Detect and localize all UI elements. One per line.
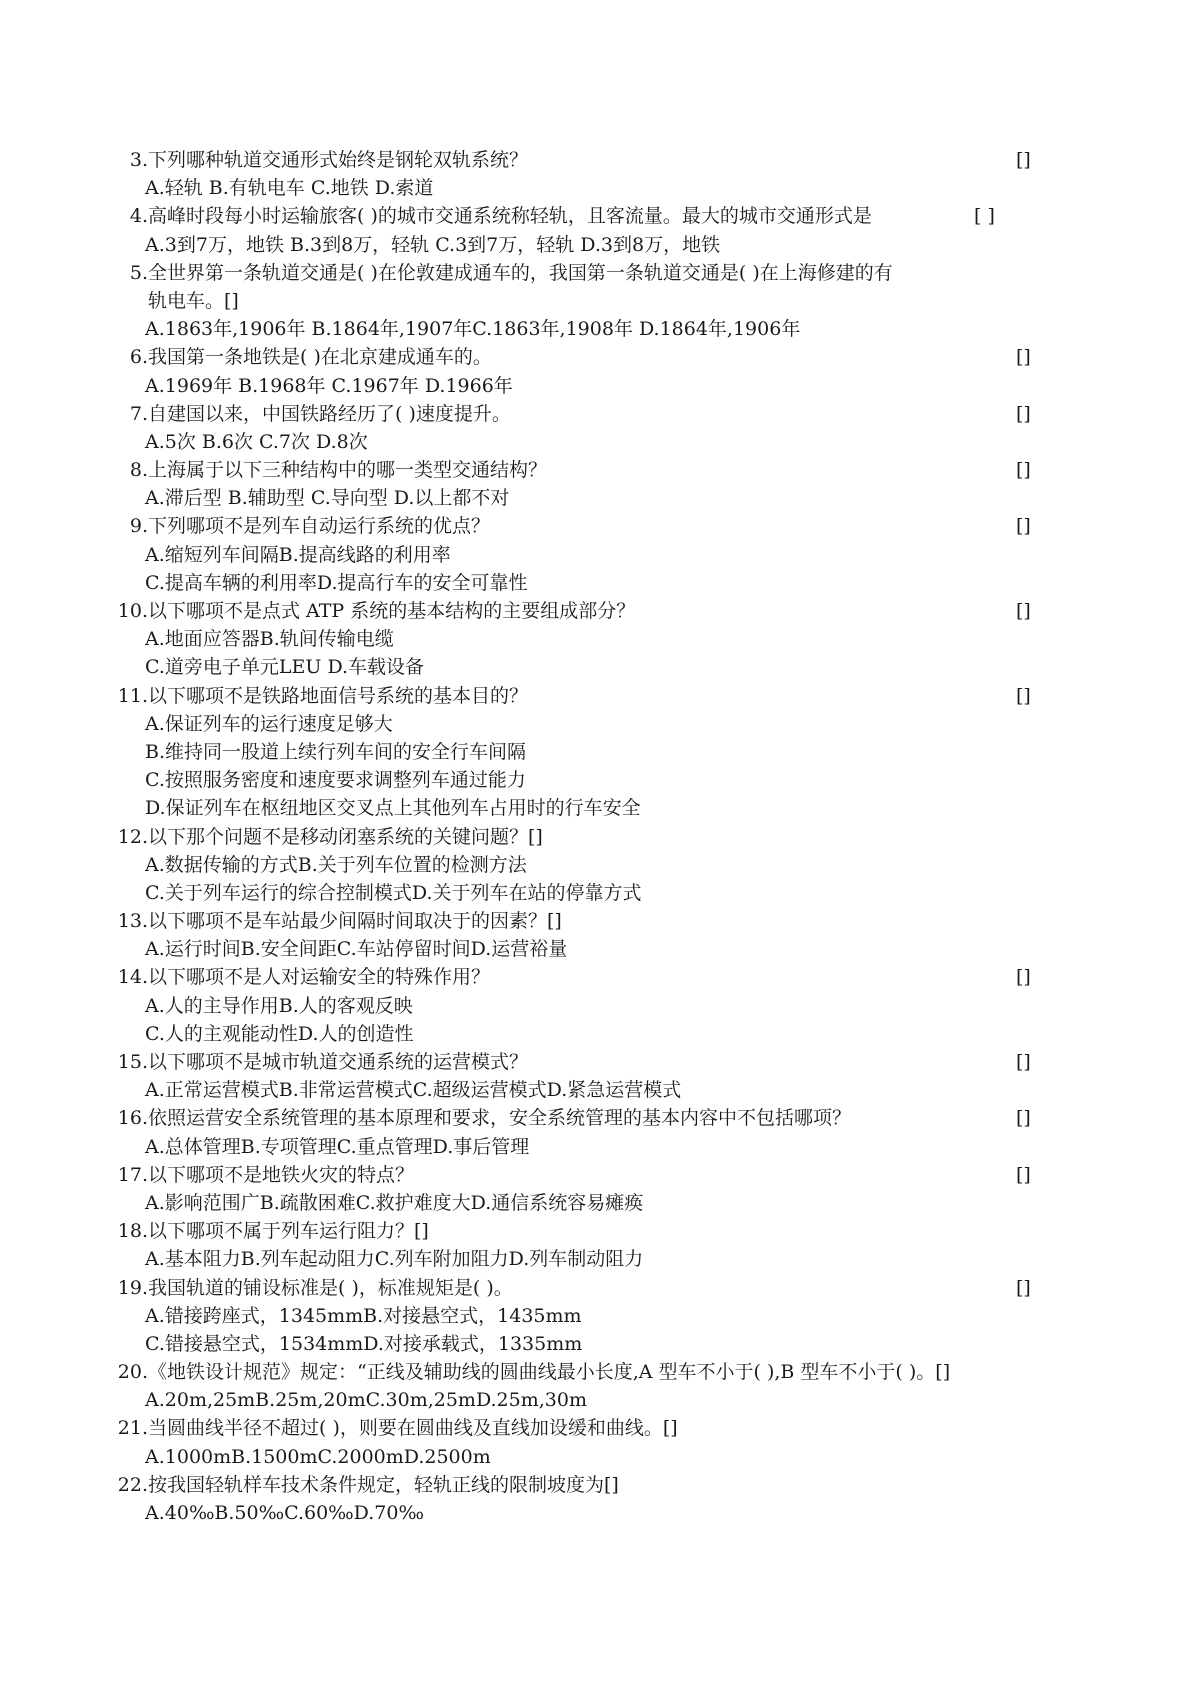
option-line xyxy=(0,1443,1191,1471)
option-line xyxy=(0,569,1191,597)
answer-bracket: [] xyxy=(1016,402,1031,425)
question-text: 依照运营安全系统管理的基本原理和要求，安全系统管理的基本内容中不包括哪项？ xyxy=(148,1107,852,1130)
question-number: 15. xyxy=(117,1051,148,1073)
option-text: C.人的主观能动性D.人的创造性 xyxy=(145,1022,414,1045)
option-line xyxy=(0,710,1191,738)
option-text: A.滞后型 B.辅助型 C.导向型 D.以上都不对 xyxy=(145,487,510,510)
question-text: 以下哪项不属于列车运行阻力？[] xyxy=(148,1220,429,1243)
question-number: 21. xyxy=(117,1417,148,1440)
option-text: D.保证列车在枢纽地区交叉点上其他列车占用时的行车安全 xyxy=(145,797,641,820)
answer-bracket: [] xyxy=(1016,149,1031,171)
question-number: 13. xyxy=(117,910,148,933)
question-number: 9. xyxy=(129,515,148,538)
question-text: 轨电车。[] xyxy=(148,289,239,312)
answer-bracket: [] xyxy=(1016,684,1031,707)
option-line xyxy=(0,794,1191,822)
question-text: 《地铁设计规范》规定：“正线及辅助线的圆曲线最小长度,A 型车不小于( ),B 型车不小于( )。[] xyxy=(148,1361,951,1384)
option-text: A.数据传输的方式B.关于列车位置的检测方法 xyxy=(145,853,527,876)
option-line xyxy=(0,766,1191,794)
question-line xyxy=(0,259,1191,287)
option-text: A.影响范围广B.疏散困难C.救护难度大D.通信系统容易瘫痪 xyxy=(145,1191,644,1214)
question-line xyxy=(0,1414,1191,1442)
question-number: 7. xyxy=(129,402,148,425)
option-line xyxy=(0,851,1191,879)
question-text: 按我国轻轨样车技术条件规定，轻轨正线的限制坡度为[] xyxy=(148,1473,619,1496)
option-text: A.基本阻力B.列车起动阻力C.列车附加阻力D.列车制动阻力 xyxy=(145,1248,644,1271)
option-text: C.道旁电子单元LEU D.车载设备 xyxy=(145,656,425,679)
option-text: C.关于列车运行的综合控制模式D.关于列车在站的停靠方式 xyxy=(145,881,642,904)
question-line xyxy=(0,202,1191,230)
question-line xyxy=(0,512,1191,540)
answer-bracket: [] xyxy=(1016,515,1031,538)
option-line xyxy=(0,738,1191,766)
option-line xyxy=(0,484,1191,512)
question-number: 10. xyxy=(117,600,148,622)
option-line xyxy=(0,1386,1191,1414)
option-text: A.40‰B.50‰C.60‰D.70‰ xyxy=(145,1502,424,1524)
option-text: A.轻轨 B.有轨电车 C.地铁 D.索道 xyxy=(145,177,434,200)
option-text: A.1000mB.1500mC.2000mD.2500m xyxy=(145,1445,491,1468)
option-line xyxy=(0,372,1191,400)
question-line xyxy=(0,1217,1191,1245)
answer-bracket: [] xyxy=(1016,346,1031,369)
question-line xyxy=(0,823,1191,851)
question-line xyxy=(0,1161,1191,1189)
option-text: A.人的主导作用B.人的客观反映 xyxy=(145,994,413,1017)
question-text: 当圆曲线半径不超过( )，则要在圆曲线及直线加设缓和曲线。[] xyxy=(148,1417,678,1440)
question-number: 19. xyxy=(117,1276,148,1299)
option-line xyxy=(0,1499,1191,1527)
option-text: A.错接跨座式，1345mmB.对接悬空式，1435mm xyxy=(145,1304,582,1327)
question-number: 6. xyxy=(129,346,148,369)
option-text: A.总体管理B.专项管理C.重点管理D.事后管理 xyxy=(145,1135,530,1158)
question-text: 我国轨道的铺设标准是( )，标准规矩是( )。 xyxy=(148,1276,513,1299)
answer-bracket: [] xyxy=(1016,1107,1031,1130)
answer-bracket: [] xyxy=(1016,1051,1031,1073)
question-number: 8. xyxy=(129,459,148,482)
option-line xyxy=(0,1330,1191,1358)
question-number: 3. xyxy=(129,149,148,171)
question-text: 以下哪项不是地铁火灾的特点？ xyxy=(148,1163,415,1186)
option-text: A.地面应答器B.轨间传输电缆 xyxy=(145,628,394,651)
answer-bracket: [] xyxy=(1016,459,1031,482)
option-text: C.按照服务密度和速度要求调整列车通过能力 xyxy=(145,769,526,792)
option-line xyxy=(0,653,1191,681)
question-number: 11. xyxy=(117,684,148,707)
question-text: 上海属于以下三种结构中的哪一类型交通结构？ xyxy=(148,459,548,482)
question-line xyxy=(0,963,1191,991)
question-number: 5. xyxy=(129,261,148,284)
question-line xyxy=(0,1471,1191,1499)
question-text: 以下哪项不是车站最少间隔时间取决于的因素？[] xyxy=(148,910,562,933)
option-line xyxy=(0,1245,1191,1273)
question-text: 自建国以来，中国铁路经历了( )速度提升。 xyxy=(148,402,511,425)
question-text: 以下哪项不是城市轨道交通系统的运营模式？ xyxy=(148,1051,529,1073)
answer-bracket: [ ] xyxy=(974,205,995,228)
option-line xyxy=(0,541,1191,569)
option-text: B.维持同一股道上续行列车间的安全行车间隔 xyxy=(145,740,527,763)
option-line xyxy=(0,1302,1191,1330)
option-text: A.5次 B.6次 C.7次 D.8次 xyxy=(145,430,368,453)
option-text: C.提高车辆的利用率D.提高行车的安全可靠性 xyxy=(145,571,528,594)
option-line xyxy=(0,174,1191,202)
question-line xyxy=(0,456,1191,484)
question-text: 下列哪种轨道交通形式始终是钢轮双轨系统？ xyxy=(148,149,529,171)
question-text: 以下哪项不是人对运输安全的特殊作用？ xyxy=(148,966,491,989)
question-number: 20. xyxy=(117,1361,148,1384)
option-text: A.运行时间B.安全间距C.车站停留时间D.运营裕量 xyxy=(145,938,568,961)
answer-bracket: [] xyxy=(1016,966,1031,989)
question-text: 高峰时段每小时运输旅客( )的城市交通系统称轻轨，且客流量。最大的城市交通形式是 xyxy=(148,205,872,228)
option-text: A.保证列车的运行速度足够大 xyxy=(145,712,393,735)
option-text: C.错接悬空式，1534mmD.对接承载式，1335mm xyxy=(145,1332,583,1355)
option-line xyxy=(0,992,1191,1020)
question-line xyxy=(0,400,1191,428)
option-line xyxy=(0,428,1191,456)
question-number: 18. xyxy=(117,1220,148,1243)
option-text: A.正常运营模式B.非常运营模式C.超级运营模式D.紧急运营模式 xyxy=(145,1079,682,1102)
question-list xyxy=(0,146,1191,1527)
question-number: 17. xyxy=(117,1163,148,1186)
question-text: 全世界第一条轨道交通是( )在伦敦建成通车的，我国第一条轨道交通是( )在上海修建的有 xyxy=(148,261,893,284)
option-line xyxy=(0,1020,1191,1048)
question-text: 以下哪项不是点式 ATP 系统的基本结构的主要组成部分？ xyxy=(148,600,636,622)
question-number: 12. xyxy=(117,825,148,848)
question-line xyxy=(0,1104,1191,1132)
question-line xyxy=(0,1358,1191,1386)
question-text: 我国第一条地铁是( )在北京建成通车的。 xyxy=(148,346,492,369)
answer-bracket: [] xyxy=(1016,1276,1031,1299)
question-line xyxy=(0,597,1191,625)
option-line xyxy=(0,315,1191,343)
question-number: 4. xyxy=(129,205,148,228)
option-line xyxy=(0,935,1191,963)
question-line xyxy=(0,907,1191,935)
question-number: 16. xyxy=(117,1107,148,1130)
question-line xyxy=(0,146,1191,174)
option-text: A.20m,25mB.25m,20mC.30m,25mD.25m,30m xyxy=(145,1389,587,1412)
question-line xyxy=(0,1274,1191,1302)
option-line xyxy=(0,231,1191,259)
option-line xyxy=(0,1133,1191,1161)
option-text: A.1969年 B.1968年 C.1967年 D.1966年 xyxy=(145,374,513,397)
option-text: A.缩短列车间隔B.提高线路的利用率 xyxy=(145,543,451,566)
answer-bracket: [] xyxy=(1016,600,1031,622)
question-line xyxy=(0,343,1191,371)
question-number: 14. xyxy=(117,966,148,989)
option-line xyxy=(0,1189,1191,1217)
question-text: 以下哪项不是铁路地面信号系统的基本目的？ xyxy=(148,684,529,707)
option-line xyxy=(0,879,1191,907)
question-number: 22. xyxy=(117,1473,148,1496)
question-text: 下列哪项不是列车自动运行系统的优点？ xyxy=(148,515,491,538)
question-text: 以下那个问题不是移动闭塞系统的关键问题？[] xyxy=(148,825,543,848)
question-line xyxy=(0,682,1191,710)
question-line-continued xyxy=(0,287,1191,315)
question-line xyxy=(0,1048,1191,1076)
option-text: A.3到7万，地铁 B.3到8万，轻轨 C.3到7万，轻轨 D.3到8万，地铁 xyxy=(145,233,721,256)
option-line xyxy=(0,625,1191,653)
option-line xyxy=(0,1076,1191,1104)
option-text: A.1863年,1906年 B.1864年,1907年C.1863年,1908年 D.1864年,1906年 xyxy=(145,318,801,341)
answer-bracket: [] xyxy=(1016,1163,1031,1186)
